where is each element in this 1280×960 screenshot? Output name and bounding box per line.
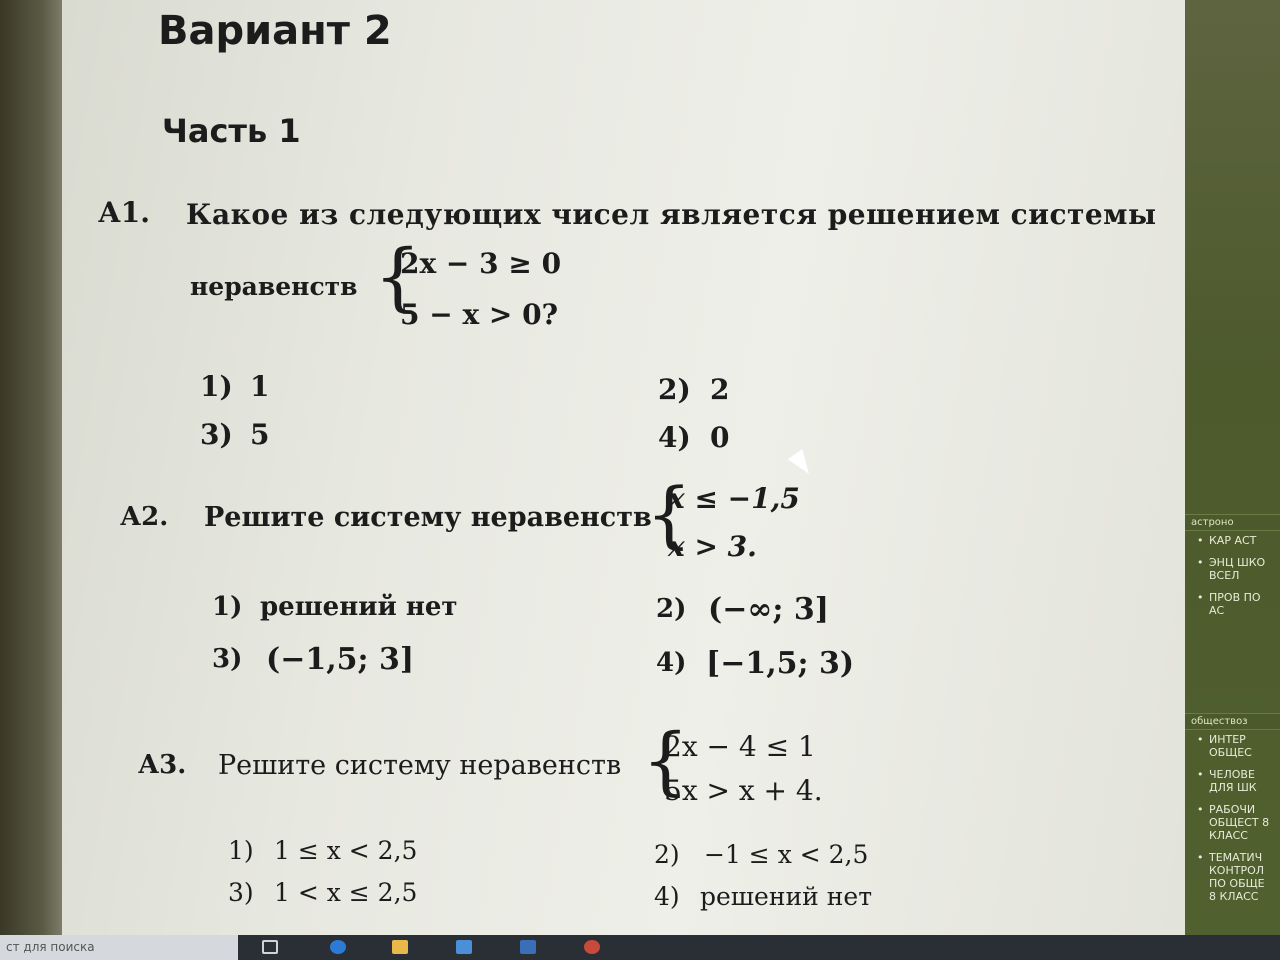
- side-section-astronomy: [1185, 514, 1280, 623]
- side-item[interactable]: • ЧЕЛОВЕ ДЛЯ ШК: [1185, 765, 1280, 800]
- question-a1-option-4-value: 0: [710, 421, 730, 454]
- side-section-social-title: обществоз: [1185, 713, 1280, 730]
- question-a3-option-4-value: решений нет: [700, 882, 873, 911]
- side-section-social: [1185, 713, 1280, 909]
- side-section-astronomy-title: астроно: [1185, 514, 1280, 531]
- part-title: Часть 1: [162, 112, 301, 150]
- side-item[interactable]: • ИНТЕР ОБЩЕС: [1185, 730, 1280, 765]
- taskbar-search-input[interactable]: ст для поиска: [0, 935, 238, 960]
- question-a1-option-2-num: 2): [658, 373, 691, 406]
- question-a3-brace: {: [642, 718, 690, 804]
- question-a2-brace: {: [646, 472, 692, 556]
- question-a3-option-3-num: 3): [228, 878, 254, 907]
- question-a3-option-1-value: 1 ≤ x < 2,5: [274, 836, 418, 865]
- question-a1-text-line2: неравенств: [190, 272, 358, 301]
- question-a1-system-line1: 2x − 3 ≥ 0: [400, 247, 562, 280]
- mail-icon[interactable]: [520, 940, 536, 954]
- side-item[interactable]: • ЭНЦ ШКО ВСЕЛ: [1185, 553, 1280, 588]
- question-a1-option-3-value: 5: [250, 418, 270, 451]
- question-a1-option-1-value: 1: [250, 370, 270, 403]
- question-a2-option-1-value: решений нет: [260, 592, 458, 622]
- store-icon[interactable]: [456, 940, 472, 954]
- question-a2-option-2-value: (−∞; 3]: [708, 592, 829, 627]
- textbook-page: [62, 0, 1187, 940]
- question-a3-option-4-num: 4): [654, 882, 680, 911]
- taskbar: [0, 935, 1280, 960]
- question-a3-text: Решите систему неравенств: [218, 750, 622, 781]
- question-a3-option-1-num: 1): [228, 836, 254, 865]
- question-a3-system-line2: 5x > x + 4.: [664, 774, 823, 807]
- question-a2-label: А2.: [120, 502, 169, 532]
- question-a2-option-2-num: 2): [656, 594, 687, 624]
- file-explorer-icon[interactable]: [392, 940, 408, 954]
- question-a2-option-4-num: 4): [656, 648, 687, 678]
- side-item[interactable]: • ТЕМАТИЧ КОНТРОЛ ПО ОБЩЕ 8 КЛАСС: [1185, 848, 1280, 909]
- app-icon[interactable]: [584, 940, 600, 954]
- task-view-icon[interactable]: [262, 940, 278, 954]
- question-a1-option-3-num: 3): [200, 418, 233, 451]
- question-a3-option-2-value: −1 ≤ x < 2,5: [704, 840, 869, 869]
- question-a1-label: А1.: [98, 196, 151, 229]
- question-a1-option-1-num: 1): [200, 370, 233, 403]
- question-a3-label: А3.: [138, 750, 187, 780]
- question-a2-option-1-num: 1): [212, 592, 243, 622]
- question-a2-system-line1: x ≤ −1,5: [668, 482, 800, 515]
- desk-background: [0, 0, 70, 960]
- side-item[interactable]: • КАР АСТ: [1185, 531, 1280, 553]
- question-a3-option-3-value: 1 < x ≤ 2,5: [274, 878, 418, 907]
- question-a1-brace: {: [374, 234, 422, 320]
- question-a2-option-3-num: 3): [212, 644, 243, 674]
- question-a2-system-line2: x > 3.: [668, 530, 757, 563]
- edge-browser-icon[interactable]: [330, 940, 346, 954]
- question-a2-option-3-value: (−1,5; 3]: [266, 642, 415, 677]
- question-a2-option-4-value: [−1,5; 3): [706, 646, 855, 681]
- variant-title: Вариант 2: [158, 8, 392, 54]
- side-item[interactable]: • ПРОВ ПО АС: [1185, 588, 1280, 623]
- question-a1-option-2-value: 2: [710, 373, 730, 406]
- question-a1-text-line1: Какое из следующих чисел является решением системы: [186, 198, 1157, 231]
- question-a2-text: Решите систему неравенств: [204, 502, 652, 533]
- question-a3-option-2-num: 2): [654, 840, 680, 869]
- question-a1-option-4-num: 4): [658, 421, 691, 454]
- question-a3-system-line1: 2x − 4 ≤ 1: [664, 730, 816, 763]
- side-panel: [1185, 0, 1280, 940]
- side-item[interactable]: • РАБОЧИ ОБЩЕСТ 8 КЛАСС: [1185, 800, 1280, 848]
- question-a1-system-line2: 5 − x > 0?: [400, 298, 558, 331]
